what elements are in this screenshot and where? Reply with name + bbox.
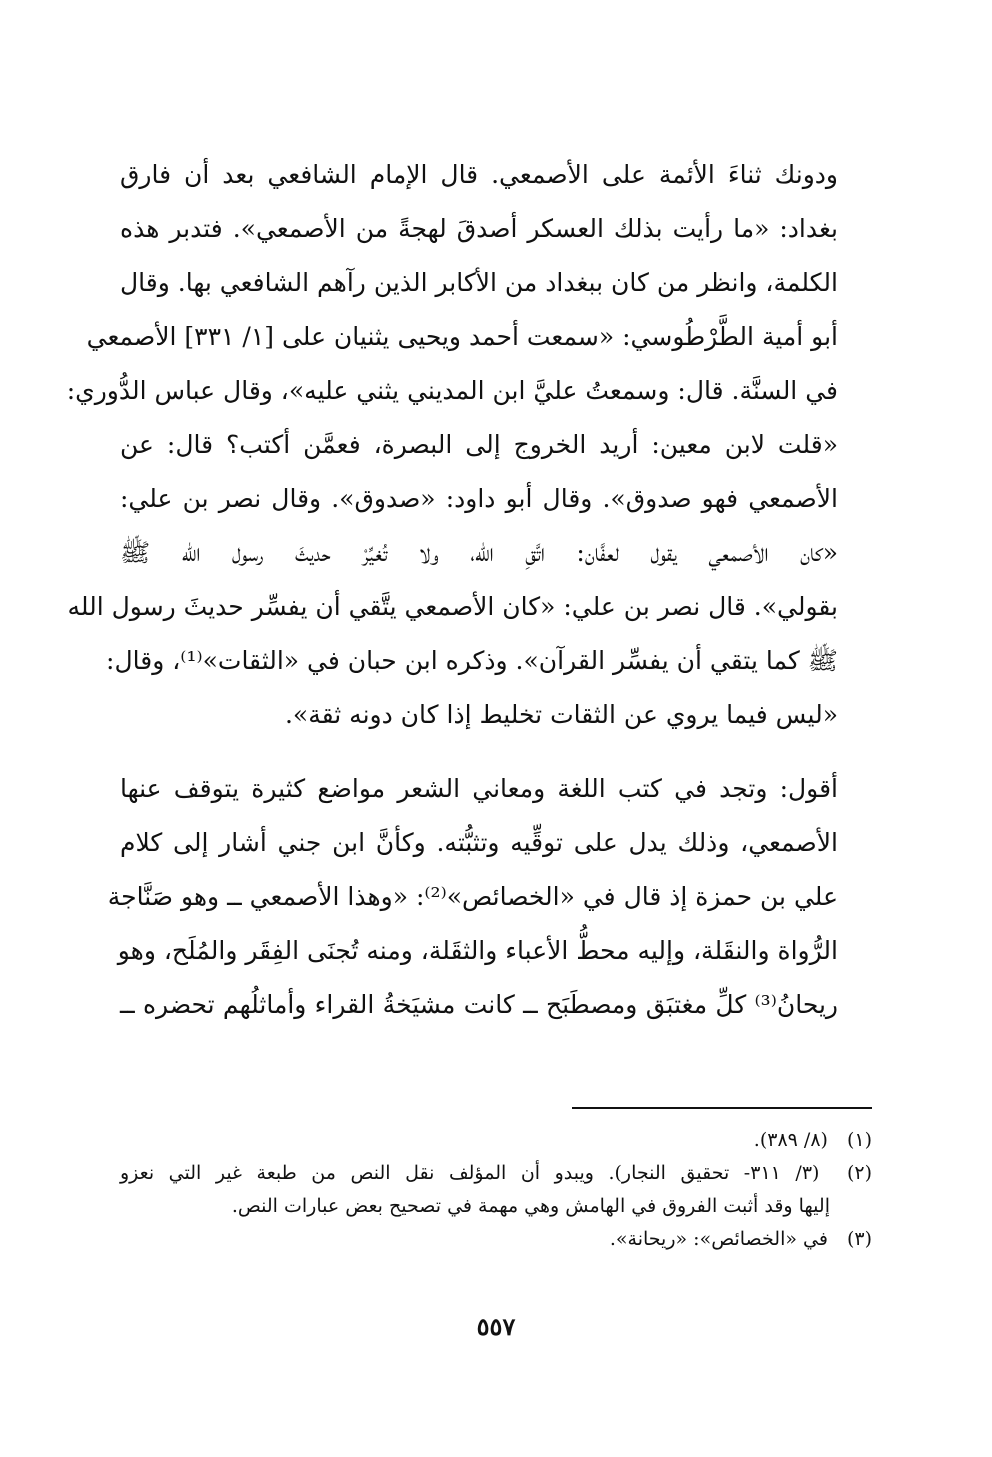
text-line: «قلت لابن معين: أريد الخروج إلى البصرة، فعمَّن أكتب؟ قال: عن (120, 430, 838, 459)
footnote-text: في «الخصائص»: «ريحانة». (609, 1228, 828, 1250)
text-line: ودونك ثناءَ الأئمة على الأصمعي. قال الإمام الشافعي بعد أن فارق (120, 160, 838, 189)
text-line: أقول: وتجد في كتب اللغة ومعاني الشعر مواضع كثيرة يتوقف عنها (120, 774, 838, 803)
text-line: علي بن حمزة إذ قال في «الخصائص»⁽²⁾: «وهذا الأصمعي ــ وهو صَنَّاجة (107, 882, 838, 911)
footnote-3 (120, 1223, 872, 1256)
text-line: الأصمعي فهو صدوق». وقال أبو داود: «صدوق». وقال نصر بن علي: (120, 484, 838, 513)
text-line: أبو أمية الطَّرْطُوسي: «سمعت أحمد ويحيى يثنيان على [١/ ٣٣١] الأصمعي (86, 322, 838, 351)
paragraph-1 (66, 148, 872, 742)
text-line: «ليس فيما يروي عن الثقات تخليط إذا كان دونه ثقة». (284, 700, 838, 729)
footnote-number: (١) (846, 1129, 872, 1151)
text-line: بقولي». قال نصر بن علي: «كان الأصمعي يتَّقي أن يفسِّر حديثَ رسول الله (67, 592, 838, 621)
text-line: بغداد: «ما رأيت بذلك العسكر أصدقَ لهجةً من الأصمعي». فتدبر هذه (120, 214, 838, 243)
footnote-text: (٨/ ٣٨٩). (753, 1129, 828, 1151)
main-text (66, 148, 872, 1032)
text-line: ريحانُ⁽³⁾ كلِّ مغتبَق ومصطَبَح ــ كانت مشيَخةُ القراء وأماثلُهم تحضره ــ (120, 990, 838, 1019)
footnote-text: إليها وقد أثبت الفروق في الهامش وهي مهمة في تصحيح بعض عبارات النص. (231, 1195, 830, 1217)
footnote-number: (٣) (846, 1228, 872, 1250)
footnotes (120, 1124, 872, 1256)
text-line: ﷺ كما يتقي أن يفسِّر القرآن». وذكره ابن حبان في «الثقات»⁽¹⁾، وقال: (106, 646, 838, 675)
footnote-text: (٣/ ٣١١- تحقيق النجار). ويبدو أن المؤلف نقل النص من طبعة غير التي نعزو (120, 1162, 820, 1184)
page-number: ٥٥٧ (476, 1312, 516, 1341)
text-line: الأصمعي، وذلك يدل على توقِّيه وتثبُّته. وكأنَّ ابن جني أشار إلى كلام (120, 828, 838, 857)
text-line: الكلمة، وانظر من كان ببغداد من الأكابر الذين رآهم الشافعي بها. وقال (120, 268, 838, 297)
footnote-2 (120, 1157, 872, 1223)
paragraph-2 (107, 762, 872, 1032)
text-line: في السنَّة. قال: وسمعتُ عليَّ ابن المديني يثني عليه»، وقال عباس الدُّوري: (66, 376, 838, 405)
footnote-divider (572, 1107, 872, 1109)
text-line: «كان الأصمعي يقول لعفَّان: اتَّقِ الله، ولا تُغيِّرْ حديثَ رسول الله ﷺ (120, 538, 838, 567)
footnote-number: (٢) (846, 1162, 872, 1184)
text-line: الرُّواة والنقَلة، وإليه محطُّ الأعباء والثقَلة، ومنه تُجنَى الفِقَر والمُلَح، وهو (117, 936, 838, 965)
footnote-1 (120, 1124, 872, 1157)
